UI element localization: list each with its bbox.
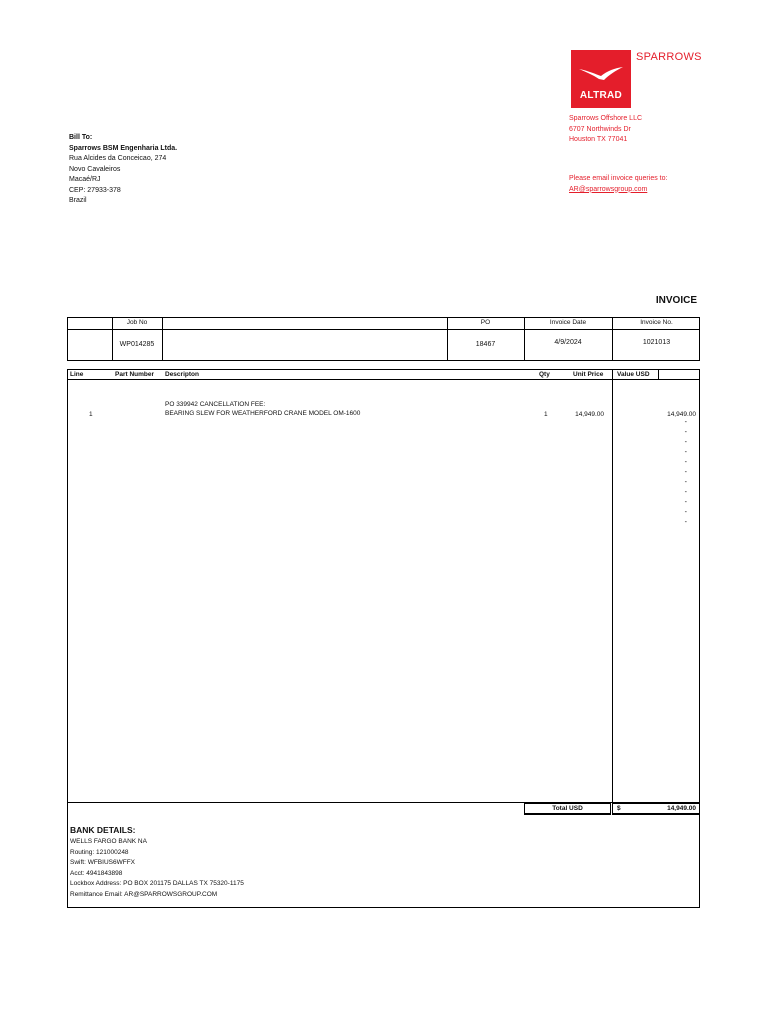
company-address xyxy=(569,114,642,146)
empty-value: - xyxy=(684,429,687,436)
job-no-value: WP014285 xyxy=(119,341,155,348)
bank-details-title: BANK DETAILS: xyxy=(70,825,136,835)
empty-value: - xyxy=(684,449,687,456)
empty-value: - xyxy=(684,499,687,506)
invoice-title: INVOICE xyxy=(655,295,697,306)
invoice-no-value: 1021013 xyxy=(642,339,671,346)
invoice-header-table xyxy=(67,317,700,361)
bill-to-heading: Bill To: xyxy=(69,134,93,141)
empty-value: - xyxy=(684,439,687,446)
total-value: 14,949.00 xyxy=(667,805,696,812)
item-value: 14,949.00 xyxy=(667,411,696,418)
queries-text: Please email invoice queries to: xyxy=(569,175,668,182)
job-no-label: Job No xyxy=(126,319,148,326)
bill-to-line: CEP: 27933-378 xyxy=(69,186,121,194)
company-line: 6707 Northwinds Dr xyxy=(569,125,631,133)
empty-value: - xyxy=(684,489,687,496)
invoice-queries xyxy=(569,174,667,195)
bill-to-line: Novo Cavaleiros xyxy=(69,165,121,173)
item-line: 1 xyxy=(89,411,93,418)
total-label: Total USD xyxy=(524,803,611,815)
column-header-line: Line xyxy=(70,371,84,378)
empty-value: - xyxy=(684,479,687,486)
empty-value: - xyxy=(684,519,687,526)
empty-value: - xyxy=(684,469,687,476)
bill-to-line: Brazil xyxy=(69,197,87,204)
item-qty: 1 xyxy=(544,411,548,418)
bank-line: WELLS FARGO BANK NA xyxy=(70,838,147,845)
divider xyxy=(612,370,613,802)
column-header-part-number: Part Number xyxy=(115,371,155,378)
queries-email-link[interactable]: AR@sparrowsgroup.com xyxy=(569,185,648,193)
invoice-date-value: 4/9/2024 xyxy=(554,339,582,346)
logo-text: ALTRAD xyxy=(579,90,623,101)
empty-value: - xyxy=(684,509,687,516)
bank-line: Remittance Email: AR@SPARROWSGROUP.COM xyxy=(70,890,218,898)
bird-icon xyxy=(577,60,625,84)
company-line: Sparrows Offshore LLC xyxy=(569,115,643,122)
invoice-no-label: Invoice No. xyxy=(640,319,673,326)
column-header-description: Descripton xyxy=(165,371,199,378)
bank-line: Routing: 121000248 xyxy=(70,848,129,856)
item-unit-price: 14,949.00 xyxy=(575,411,604,418)
company-line: Houston TX 77041 xyxy=(569,136,628,143)
total-amount xyxy=(612,803,700,815)
divider xyxy=(162,318,163,360)
bank-line: Acct: 4941843898 xyxy=(70,869,123,877)
bank-line: Lockbox Address: PO BOX 201175 DALLAS TX 75320-1175 xyxy=(70,880,244,887)
invoice-lines-table xyxy=(67,369,700,908)
column-header-unit-price: Unit Price xyxy=(573,371,604,378)
bank-line: Swift: WFBIUS6WFFX xyxy=(70,859,135,866)
brand-name: SPARROWS xyxy=(636,51,702,63)
po-label: PO xyxy=(480,319,491,326)
invoice-date-label: Invoice Date xyxy=(549,319,587,326)
item-description: PO 339942 CANCELLATION FEE: xyxy=(165,401,266,408)
column-header-value: Value USD xyxy=(617,371,650,378)
bill-to-line: Macaé/RJ xyxy=(69,176,101,183)
divider xyxy=(658,370,659,379)
item-description: BEARING SLEW FOR WEATHERFORD CRANE MODEL OM-1600 xyxy=(165,410,361,417)
altrad-logo xyxy=(571,50,631,108)
empty-value: - xyxy=(684,419,687,426)
total-currency: $ xyxy=(617,805,621,812)
empty-value: - xyxy=(684,459,687,466)
bank-details xyxy=(70,837,244,900)
bill-to-name: Sparrows BSM Engenharia Ltda. xyxy=(69,144,178,152)
bill-to xyxy=(69,133,177,207)
bill-to-line: Rua Alcides da Conceicao, 274 xyxy=(69,155,167,162)
po-value: 18467 xyxy=(475,341,496,348)
divider xyxy=(68,329,699,330)
column-header-qty: Qty xyxy=(539,371,550,378)
divider xyxy=(68,379,699,380)
